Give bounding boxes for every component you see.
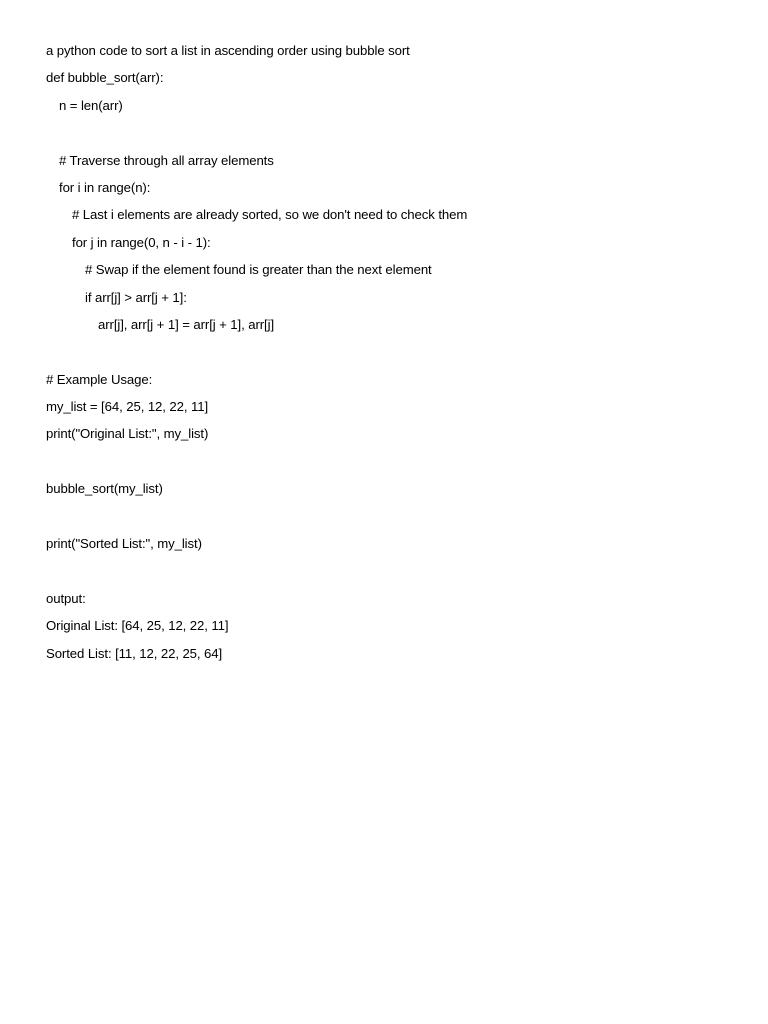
document-line: print("Sorted List:", my_list): [46, 536, 202, 552]
document-line: arr[j], arr[j + 1] = arr[j + 1], arr[j]: [98, 316, 275, 332]
document-line: # Swap if the element found is greater than the next element: [85, 262, 432, 278]
document-line: for j in range(0, n - i - 1):: [72, 234, 211, 250]
blank-line: [46, 561, 736, 588]
document-line: # Traverse through all array elements: [59, 152, 274, 168]
document-line: def bubble_sort(arr):: [46, 70, 164, 86]
document-line: output:: [46, 590, 86, 606]
blank-line: [46, 342, 736, 369]
document-line: print("Original List:", my_list): [46, 426, 209, 442]
document-line: Original List: [64, 25, 12, 22, 11]: [46, 618, 229, 634]
document-body: [46, 41, 736, 671]
blank-line: [46, 123, 736, 150]
document-line: if arr[j] > arr[j + 1]:: [85, 289, 187, 305]
document-line: my_list = [64, 25, 12, 22, 11]: [46, 399, 209, 415]
blank-line: [46, 452, 736, 479]
document-line: bubble_sort(my_list): [46, 481, 163, 497]
document-line: a python code to sort a list in ascending order using bubble sort: [46, 43, 410, 58]
document-line: # Last i elements are already sorted, so we don't need to check them: [72, 207, 468, 223]
blank-line: [46, 507, 736, 534]
document-line: n = len(arr): [59, 97, 123, 113]
document-line: Sorted List: [11, 12, 22, 25, 64]: [46, 645, 223, 661]
document-line: for i in range(n):: [59, 179, 151, 195]
document-line: # Example Usage:: [46, 371, 153, 387]
